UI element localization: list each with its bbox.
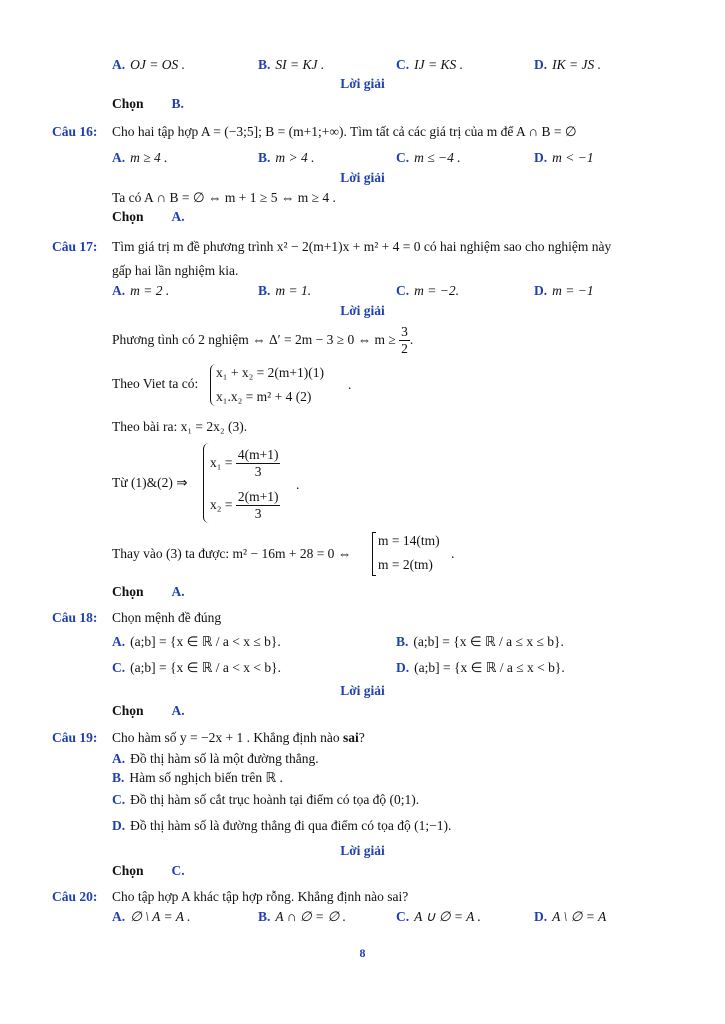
q17-step-4-eq1: x₁ = $\frac{4(m+1)}{3}$ — [210, 447, 279, 480]
q17-step-3: Theo bài ra: x₁ = 2x₂ (3). — [112, 419, 248, 434]
q15-answer: Chọn B. — [112, 96, 184, 111]
fraction-3-2: $\frac{3}{2}$ — [401, 324, 408, 357]
q16-option-b: B. m > 4 . — [258, 150, 315, 165]
q17-text-line1: Tìm giá trị m đề phương trình x² − 2(m+1)x + m² + 4 = 0 có hai nghiệm sao cho nghiệm này — [112, 239, 612, 254]
q17-step-4-label: Từ (1)&(2) ⇒ — [112, 475, 188, 490]
q18-option-d: D. (a;b] = {x ∈ ℝ / a ≤ x < b}. — [396, 660, 565, 675]
q17-step-2-eq2: x₁.x₂ = m² + 4 (2) — [216, 389, 312, 404]
q17-step-5-sol1: m = 14(tm) — [378, 533, 440, 548]
q15-option-a: A. OJ = OS . — [112, 57, 185, 72]
q18-option-c: C. (a;b] = {x ∈ ℝ / a < x < b}. — [112, 660, 281, 675]
q17-option-c: C. m = −2. — [396, 283, 459, 298]
q18-option-b: B. (a;b] = {x ∈ ℝ / a ≤ x ≤ b}. — [396, 634, 564, 649]
q19-option-d: D. Đồ thị hàm số là đường thẳng đi qua điểm có tọa độ (1;−1). — [112, 818, 452, 833]
q15-solution-heading: Lời giải — [340, 76, 385, 91]
q19-solution-heading: Lời giải — [340, 843, 385, 858]
q20-text: Cho tập hợp A khác tập hợp rỗng. Khẳng định nào sai? — [112, 889, 409, 904]
q16-solution-heading: Lời giải — [340, 170, 385, 185]
q17-step-4-end: . — [296, 477, 300, 492]
q17-number: Câu 17: — [52, 239, 98, 254]
page-number: 8 — [359, 946, 366, 960]
q17-answer: Chọn A. — [112, 584, 185, 599]
solution-bracket — [372, 532, 376, 576]
q20-option-a: A. ∅ \ A = A . — [112, 909, 191, 924]
q15-option-d: D. IK = JS . — [534, 57, 601, 72]
q20-option-c: C. A ∪ ∅ = A . — [396, 909, 481, 924]
q17-solution-heading: Lời giải — [340, 303, 385, 318]
q18-answer: Chọn A. — [112, 703, 185, 718]
q16-option-d: D. m < −1 — [534, 150, 594, 165]
q19-option-b: B. Hàm số nghịch biến trên ℝ . — [112, 770, 283, 785]
system-brace — [203, 443, 210, 523]
q19-option-c: C. Đồ thị hàm số cắt trục hoành tại điểm có tọa độ (0;1). — [112, 792, 420, 807]
q17-step-2-eq1: x₁ + x₂ = 2(m+1)(1) — [216, 365, 324, 380]
q16-option-a: A. m ≥ 4 . — [112, 150, 168, 165]
q16-text: Cho hai tập hợp A = (−3;5]; B = (m+1;+∞). Tìm tất cả các giá trị của m để A ∩ B = ∅ — [112, 124, 577, 139]
q17-step-5-sol2: m = 2(tm) — [378, 557, 433, 572]
q17-step-5-end: . — [451, 546, 455, 561]
q17-step-1: Phương tình có 2 nghiệm ⇔ Δ′ = 2m − 3 ≥ 0 ⇔ m ≥ $\frac{3}{2}$ . — [112, 324, 414, 357]
q17-option-a: A. m = 2 . — [112, 283, 170, 298]
q16-answer: Chọn A. — [112, 209, 185, 224]
q20-option-d: D. A \ ∅ = A — [534, 909, 607, 924]
q20-number: Câu 20: — [52, 889, 98, 904]
q18-solution-heading: Lời giải — [340, 683, 385, 698]
q17-step-4-eq2: x₂ = $\frac{2(m+1)}{3}$ — [210, 489, 279, 522]
q18-number: Câu 18: — [52, 610, 98, 625]
q15-option-b: B. SI = KJ . — [258, 57, 325, 72]
q17-step-5-label: Thay vào (3) ta được: m² − 16m + 28 = 0 ⇔ — [112, 546, 352, 561]
q17-option-d: D. m = −1 — [534, 283, 594, 298]
q18-text: Chọn mệnh đề đúng — [112, 610, 222, 625]
q19-text: Cho hàm số y = −2x + 1 . Khẳng định nào sai? — [112, 730, 365, 745]
q19-option-a: A. Đồ thị hàm số là một đường thẳng. — [112, 751, 319, 766]
q17-option-b: B. m = 1. — [258, 283, 312, 298]
q17-step-2-label: Theo Viet ta có: — [112, 376, 199, 391]
q17-step-2-end: . — [348, 377, 352, 392]
q16-number: Câu 16: — [52, 124, 98, 139]
q17-text-line2: gấp hai lần nghiệm kia. — [112, 263, 239, 278]
q16-solution: Ta có A ∩ B = ∅ ⇔ m + 1 ≥ 5 ⇔ m ≥ 4 . — [112, 190, 336, 205]
q15-option-c: C. IJ = KS . — [396, 57, 463, 72]
q19-answer: Chọn C. — [112, 863, 185, 878]
q18-option-a: A. (a;b] = {x ∈ ℝ / a < x ≤ b}. — [112, 634, 281, 649]
q19-number: Câu 19: — [52, 730, 98, 745]
q16-option-c: C. m ≤ −4 . — [396, 150, 461, 165]
q20-option-b: B. A ∩ ∅ = ∅ . — [258, 909, 347, 924]
